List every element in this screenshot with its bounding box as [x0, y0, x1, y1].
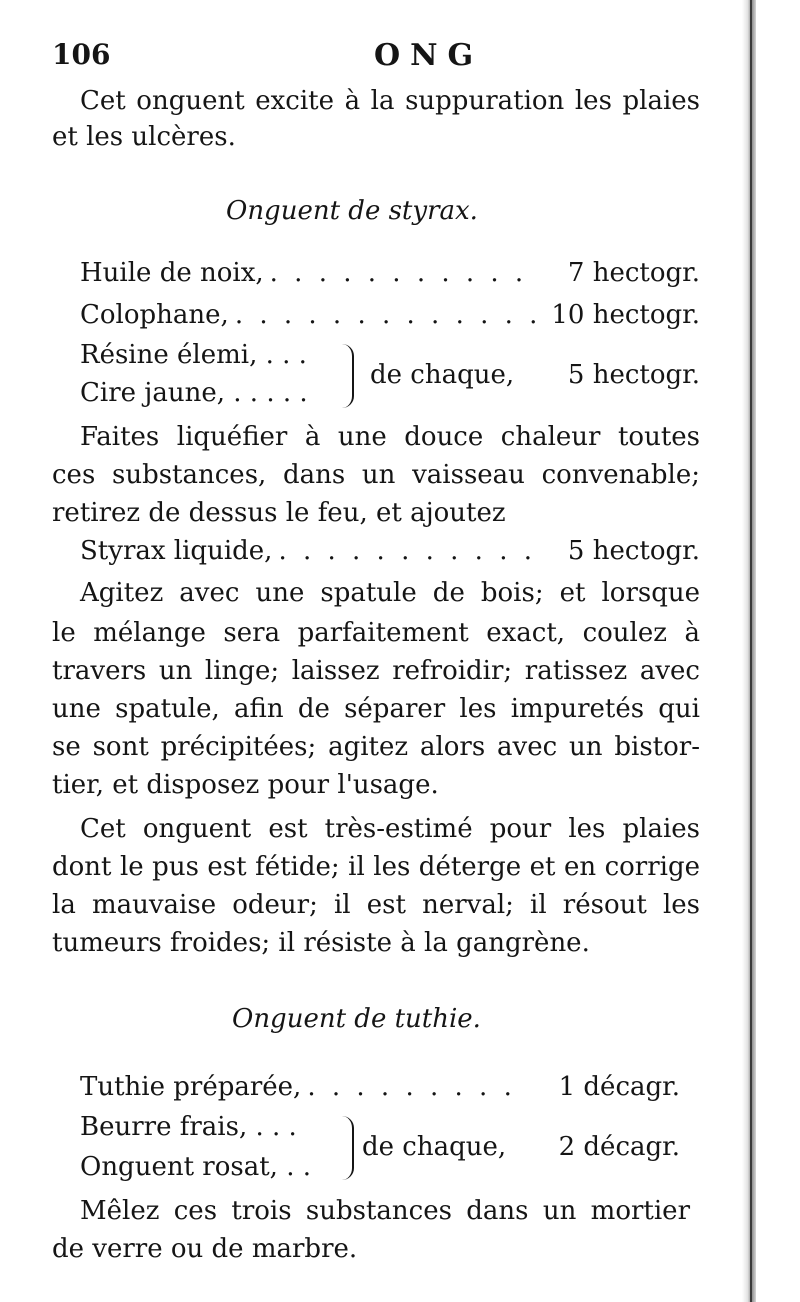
use-line-2: dont le pus est fétide; il les déterge et en corrige [52, 852, 700, 882]
ingredient-group [80, 338, 700, 414]
intro-line-1: Cet onguent excite à la suppuration les plaies [80, 86, 700, 116]
leader-dots: . . . . . . . . . . . . . [234, 300, 542, 330]
method-line-2: le mélange sera parfaitement exact, coulez à [52, 618, 700, 648]
running-head: ONG [374, 38, 484, 73]
prep-line-1: Faites liquéfier à une douce chaleur toutes [80, 422, 700, 452]
ingredient-name: Tuthie préparée, [80, 1072, 302, 1102]
page-number: 106 [52, 38, 111, 71]
ingredient-quantity: 10 hectogr. [551, 300, 700, 330]
method-line-4: une spatule, afin de séparer les impuretés qui [52, 694, 700, 724]
page-edge-line [750, 0, 752, 1302]
ingredient-group [80, 1110, 680, 1186]
ingredient-row [80, 1070, 680, 1104]
use-line-4: tumeurs froides; il résiste à la gangrène. [52, 928, 590, 958]
leader-dots: . . . . . . . . . [307, 1072, 516, 1102]
method-line-6: tier, et disposez pour l'usage. [52, 770, 439, 800]
group-ingredient-name: Onguent rosat, . . [80, 1152, 311, 1182]
page-header [52, 38, 702, 78]
each-label: de chaque, [362, 1132, 507, 1162]
use-line-3: la mauvaise odeur; il est nerval; il résout les [52, 890, 700, 920]
ingredient-row [80, 534, 700, 568]
page-gutter [742, 0, 756, 1302]
group-quantity: 5 hectogr. [567, 360, 700, 390]
ingredient-row [80, 256, 700, 290]
ingredient-name: Huile de noix, [80, 258, 264, 288]
group-quantity: 2 décagr. [558, 1132, 680, 1162]
ingredient-row [80, 298, 700, 332]
brace-mark [342, 1116, 354, 1180]
ingredient-quantity: 7 hectogr. [567, 258, 700, 288]
brace-mark [342, 344, 354, 408]
prep-line-3: retirez de dessus le feu, et ajoutez [52, 498, 506, 528]
method-line-5: se sont précipitées; agitez alors avec un bistor- [52, 732, 700, 762]
section-title-tuthie: Onguent de tuthie. [232, 1004, 481, 1034]
method-line-3: travers un linge; laissez refroidir; ratissez avec [52, 656, 700, 686]
method-line-1: Agitez avec une spatule de bois; et lorsque [80, 578, 700, 608]
leader-dots: . . . . . . . . . . . [269, 258, 528, 288]
intro-line-2: et les ulcères. [52, 122, 236, 152]
ingredient-name: Styrax liquide, [80, 536, 273, 566]
group-ingredient-name: Cire jaune, . . . . . [80, 378, 308, 408]
final-line-1: Mêlez ces trois substances dans un mortier [80, 1196, 690, 1226]
ingredient-quantity: 5 hectogr. [567, 536, 700, 566]
use-line-1: Cet onguent est très-estimé pour les plaies [80, 814, 700, 844]
group-ingredient-name: Beurre frais, . . . [80, 1112, 297, 1142]
each-label: de chaque, [370, 360, 515, 390]
group-ingredient-name: Résine élemi, . . . [80, 340, 307, 370]
prep-line-2: ces substances, dans un vaisseau convenable; [52, 460, 700, 490]
ingredient-name: Colophane, [80, 300, 229, 330]
final-line-2: de verre ou de marbre. [52, 1234, 358, 1264]
leader-dots: . . . . . . . . . . . [278, 536, 536, 566]
section-title-styrax: Onguent de styrax. [226, 196, 478, 226]
ingredient-quantity: 1 décagr. [558, 1072, 680, 1102]
